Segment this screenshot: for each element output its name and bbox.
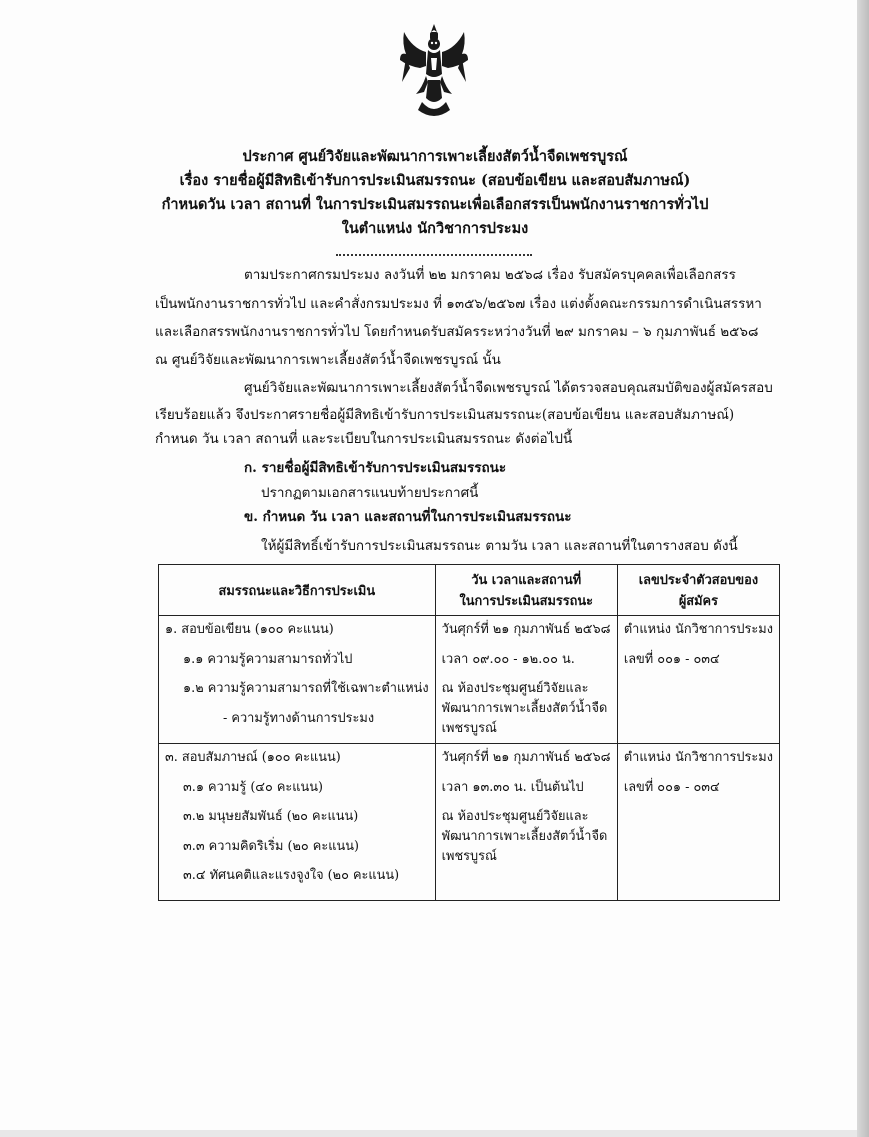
page-bottom-edge xyxy=(0,1130,857,1137)
schedule-time: เวลา ๑๓.๓๐ น. เป็นต้นไป xyxy=(441,779,584,795)
schedule-venue-line: พัฒนาการเพาะเลี้ยงสัตว์น้ำจืด xyxy=(441,701,608,716)
announcement-subject: เรื่อง รายชื่อผู้มีสิทธิเข้ารับการประเมินสมรรถนะ (สอบข้อเขียน และสอบสัมภาษณ์) xyxy=(179,172,691,189)
candidate-id-range: เลขที่ ๐๐๑ - ๐๓๔ xyxy=(623,779,720,795)
competency-item: ๓.๔ ทัศนคติและแรงจูงใจ (๒๐ คะแนน) xyxy=(183,868,400,883)
announcement-title: ประกาศ ศูนย์วิจัยและพัฒนาการเพาะเลี้ยงสัตว์น้ำจืดเพชรบูรณ์ xyxy=(242,148,628,165)
schedule-time: เวลา ๐๙.๐๐ - ๑๒.๐๐ น. xyxy=(441,651,575,667)
competency-item: ๓.๒ มนุษยสัมพันธ์ (๒๐ คะแนน) xyxy=(183,809,359,824)
schedule-date: วันศุกร์ที่ ๒๑ กุมภาพันธ์ ๒๕๖๘ xyxy=(441,622,611,637)
paragraph-1-line-3: และเลือกสรรพนักงานราชการทั่วไป โดยกำหนดรับสมัครระหว่างวันที่ ๒๙ มกราคม – ๖ กุมภาพันธ์ ๒๕๖๘ xyxy=(155,324,759,340)
schedule-venue-line: เพชรบูรณ์ xyxy=(441,721,497,736)
candidate-id-range: เลขที่ ๐๐๑ - ๐๓๔ xyxy=(623,651,720,667)
candidate-id-cell xyxy=(617,616,779,744)
competency-item: ๓.๑ ความรู้ (๔๐ คะแนน) xyxy=(183,779,324,795)
paragraph-2-line-3: กำหนด วัน เวลา สถานที่ และระเบียบในการประเมินสมรรถนะ ดังต่อไปนี้ xyxy=(155,431,573,447)
header-candidate-id-line-2: ผู้สมัคร xyxy=(678,594,718,609)
section-b-title: ข. กำหนด วัน เวลา และสถานที่ในการประเมินสมรรถนะ xyxy=(244,509,572,525)
schedule-cell xyxy=(435,744,617,901)
table-header-row xyxy=(159,565,780,616)
competency-written-exam: ๑. สอบข้อเขียน (๑๐๐ คะแนน) xyxy=(165,622,334,637)
competency-cell xyxy=(159,744,436,901)
competency-item: ๑.๑ ความรู้ความสามารถทั่วไป xyxy=(183,651,353,667)
section-b-text: ให้ผู้มีสิทธิ์เข้ารับการประเมินสมรรถนะ ตามวัน เวลา และสถานที่ในตารางสอบ ดังนี้ xyxy=(261,538,738,554)
page-side-edge xyxy=(857,0,869,1137)
paragraph-1-line-2: เป็นพนักงานราชการทั่วไป และคำสั่งกรมประมง ที่ ๑๓๕๖/๒๕๖๗ เรื่อง แต่งตั้งคณะกรรมการดำเนินสรรหา xyxy=(155,296,762,312)
paragraph-1-line-4: ณ ศูนย์วิจัยและพัฒนาการเพาะเลี้ยงสัตว์น้ำจืดเพชรบูรณ์ นั้น xyxy=(155,352,501,368)
header-competency: สมรรถนะและวิธีการประเมิน xyxy=(159,565,436,616)
exam-schedule-table xyxy=(158,564,780,901)
competency-item: ๑.๒ ความรู้ความสามารถที่ใช้เฉพาะตำแหน่ง xyxy=(183,681,429,696)
schedule-venue xyxy=(442,679,611,739)
paragraph-1-line-1: ตามประกาศกรมประมง ลงวันที่ ๒๒ มกราคม ๒๕๖๘ เรื่อง รับสมัครบุคคลเพื่อเลือกสรร xyxy=(244,267,736,283)
header-schedule xyxy=(435,565,617,616)
header-candidate-id xyxy=(617,565,779,616)
competency-item: ๓.๓ ความคิดริเริ่ม (๒๐ คะแนน) xyxy=(183,838,359,854)
announcement-schedule-heading: กำหนดวัน เวลา สถานที่ ในการประเมินสมรรถนะเพื่อเลือกสรรเป็นพนักงานราชการทั่วไป xyxy=(161,196,709,213)
competency-subitem: - ความรู้ทางด้านการประมง xyxy=(223,710,375,726)
header-candidate-id-line-1: เลขประจำตัวสอบของ xyxy=(638,573,759,588)
schedule-venue-line: เพชรบูรณ์ xyxy=(441,849,497,864)
candidate-position: ตำแหน่ง นักวิชาการประมง xyxy=(623,622,773,637)
section-a-title: ก. รายชื่อผู้มีสิทธิเข้ารับการประเมินสมรรถนะ xyxy=(244,460,507,476)
section-a-text: ปรากฏตามเอกสารแนบท้ายประกาศนี้ xyxy=(261,485,479,501)
schedule-date: วันศุกร์ที่ ๒๑ กุมภาพันธ์ ๒๕๖๘ xyxy=(441,750,611,765)
garuda-emblem-icon xyxy=(398,22,470,120)
candidate-position: ตำแหน่ง นักวิชาการประมง xyxy=(623,750,773,765)
table-row xyxy=(159,744,780,901)
schedule-venue-line: ณ ห้องประชุมศูนย์วิจัยและ xyxy=(441,681,589,696)
schedule-venue-line: พัฒนาการเพาะเลี้ยงสัตว์น้ำจืด xyxy=(441,829,608,844)
paragraph-2-line-1: ศูนย์วิจัยและพัฒนาการเพาะเลี้ยงสัตว์น้ำจืดเพชรบูรณ์ ได้ตรวจสอบคุณสมบัติของผู้สมัครสอบ xyxy=(244,380,773,396)
header-schedule-line-2: ในการประเมินสมรรถนะ xyxy=(459,594,594,609)
competency-interview: ๓. สอบสัมภาษณ์ (๑๐๐ คะแนน) xyxy=(165,750,341,765)
schedule-cell xyxy=(435,616,617,744)
header-schedule-line-1: วัน เวลาและสถานที่ xyxy=(471,573,582,588)
candidate-id-cell xyxy=(617,744,779,901)
announcement-position: ในตำแหน่ง นักวิชาการประมง xyxy=(341,220,529,237)
schedule-venue xyxy=(442,807,611,867)
competency-cell xyxy=(159,616,436,744)
paragraph-2-line-2: เรียบร้อยแล้ว จึงประกาศรายชื่อผู้มีสิทธิเข้ารับการประเมินสมรรถนะ(สอบข้อเขียน และสอบสัมภาษณ์) xyxy=(155,407,735,423)
schedule-venue-line: ณ ห้องประชุมศูนย์วิจัยและ xyxy=(441,809,589,824)
dotted-divider xyxy=(336,254,532,256)
table-row xyxy=(159,616,780,744)
